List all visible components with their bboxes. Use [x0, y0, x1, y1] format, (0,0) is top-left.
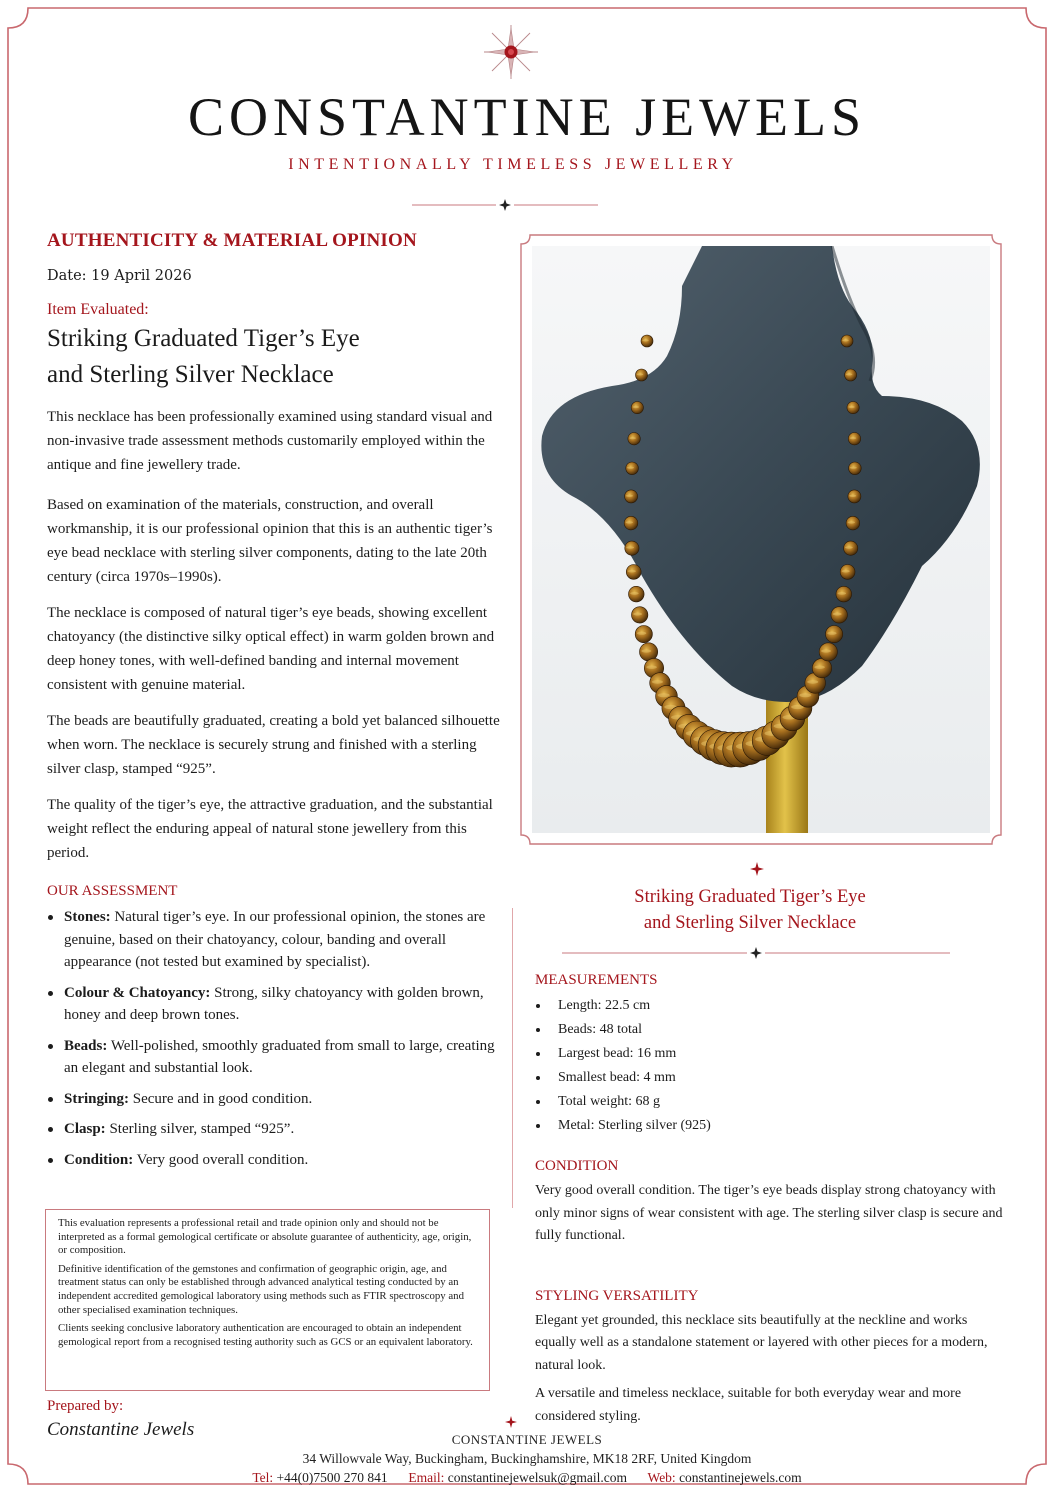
footer-company: CONSTANTINE JEWELS — [451, 1432, 603, 1447]
measurement-item: Length: 22.5 cm — [535, 994, 1005, 1018]
opinion-paragraph: The necklace is composed of natural tiger’s eye beads, showing excellent chatoyancy (the distinctive silky optical effect) in warm golden brown and deep honey tones, with well-defined banding and internal movement consistent with genuine material. — [47, 605, 495, 693]
caption-line: Striking Graduated Tiger’s Eye — [634, 887, 866, 907]
measurements-list — [535, 994, 1005, 1138]
styling-heading: STYLING VERSATILITY — [535, 1287, 699, 1304]
bead-sheen — [627, 467, 634, 469]
opinion-column — [47, 230, 502, 1179]
assessment-item — [47, 1149, 502, 1172]
tel-label: Tel: — [252, 1470, 274, 1485]
header-divider — [412, 198, 598, 212]
bead-sheen — [637, 373, 644, 375]
measurement-item: Beads: 48 total — [535, 1018, 1005, 1042]
assessment-item-text: Natural tiger’s eye. In our professional opinion, the stones are genuine, based on their chatoyancy, colour, banding and overall appearance (not tested but examined by specialist). — [64, 909, 486, 970]
web-label: Web: — [647, 1470, 676, 1485]
bead-sheen — [821, 649, 831, 652]
necklace-photo — [532, 246, 990, 833]
star-divider-icon — [499, 199, 511, 211]
bead-sheen — [842, 570, 850, 573]
opinion-heading: AUTHENTICITY & MATERIAL OPINION — [47, 230, 417, 251]
email-link[interactable]: constantinejewelsuk@gmail.com — [447, 1470, 628, 1485]
opinion-paragraph: This necklace has been professionally examined using standard visual and non-invasive trade assessment methods customarily employed within the antique and fine jewellery trade. — [47, 409, 493, 473]
bead-sheen — [641, 649, 651, 652]
disclaimer-paragraph: Clients seeking conclusive laboratory authentication are encouraged to obtain an independent gemological report from a recognised testing authority such as GCS or an equivalent laboratory. — [58, 1322, 473, 1348]
photo-caption — [560, 884, 940, 936]
bead-sheen — [850, 467, 857, 469]
star-divider-icon — [750, 862, 764, 876]
bead-sheen — [626, 521, 633, 523]
item-evaluated-label: Item Evaluated: — [47, 301, 149, 318]
bead-sheen — [642, 339, 649, 341]
item-title-line: Striking Graduated Tiger’s Eye — [47, 325, 360, 352]
bead-sheen — [646, 666, 657, 669]
bead-sheen — [838, 592, 847, 595]
assessment-item-text: Secure and in good condition. — [129, 1090, 313, 1107]
bead-sheen — [850, 437, 857, 439]
styling-paragraph: Elegant yet grounded, this necklace sits beautifully at the neckline and works equally well as a standalone statement or layered with other pieces for a modern, natural look. — [535, 1312, 988, 1373]
assessment-item-label: Stringing: — [64, 1090, 130, 1107]
assessment-list — [47, 906, 502, 1171]
caption-divider — [562, 946, 950, 960]
measurement-item: Total weight: 68 g — [535, 1090, 1005, 1114]
disclaimer-box — [45, 1209, 490, 1391]
assessment-item — [47, 1118, 502, 1141]
assessment-item-text: Very good overall condition. — [133, 1151, 309, 1168]
prepared-by-label: Prepared by: — [47, 1398, 124, 1414]
opinion-paragraph: Based on examination of the materials, construction, and overall workmanship, it is our professional opinion that this is an authentic tiger’s eye bead necklace with sterling silver components, dating to the late 20th century (circa 1970s–1990s). — [47, 497, 493, 585]
compass-star-emblem-icon — [484, 25, 538, 79]
bead-sheen — [637, 632, 646, 635]
item-title-line: and Sterling Silver Necklace — [47, 361, 334, 388]
bead-sheen — [633, 406, 640, 408]
disclaimer-paragraph: This evaluation represents a professional retail and trade opinion only and should not be interpreted as a formal gemological certificate or absolute guarantee of authenticity, age, origin, or composition. — [58, 1217, 472, 1257]
caption-line: and Sterling Silver Necklace — [643, 913, 857, 933]
measurement-item: Metal: Sterling silver (925) — [535, 1114, 1005, 1138]
opinion-date: Date: 19 April 2026 — [47, 268, 192, 284]
styling-paragraph: A versatile and timeless necklace, suitable for both everyday wear and more considered styling. — [535, 1386, 962, 1424]
measurement-item: Smallest bead: 4 mm — [535, 1066, 1005, 1090]
footer-contact — [0, 1470, 1054, 1486]
tel-value[interactable]: +44(0)7500 270 841 — [276, 1470, 388, 1485]
brand-name: CONSTANTINE JEWELS — [187, 87, 867, 147]
assessment-item-text: Well-polished, smoothly graduated from small to large, creating an elegant and substantial look. — [64, 1037, 495, 1076]
email-label: Email: — [408, 1470, 445, 1485]
assessment-item — [47, 906, 502, 974]
bead-sheen — [628, 570, 636, 573]
assessment-item-text: Sterling silver, stamped “925”. — [105, 1121, 295, 1137]
web-link[interactable]: constantinejewels.com — [679, 1470, 802, 1485]
assessment-heading: OUR ASSESSMENT — [47, 883, 178, 899]
assessment-item-label: Stones: — [64, 909, 111, 925]
bead-sheen — [652, 680, 663, 684]
assessment-item-text: Strong, silky chatoyancy with golden brown, honey and deep brown tones. — [64, 984, 484, 1023]
bead-sheen — [799, 693, 811, 697]
bead-sheen — [849, 495, 856, 497]
bead-sheen — [845, 546, 853, 549]
disclaimer-paragraph: Definitive identification of the gemstones and confirmation of geographic origin, age, and treatment status can only be established through advanced analytical testing conducted by an independent accredited gemological laboratory using methods such as FTIR spectroscopy and other specialised examination techniques. — [58, 1262, 464, 1316]
assessment-item-label: Clasp: — [64, 1121, 106, 1137]
bead-sheen — [658, 693, 670, 697]
assessment-item-label: Colour & Chatoyancy: — [64, 984, 211, 1001]
bead-sheen — [848, 406, 855, 408]
bead-sheen — [846, 373, 853, 375]
item-title — [47, 321, 502, 393]
footer — [0, 1432, 1054, 1486]
bead-sheen — [827, 632, 836, 635]
footer-address: 34 Willowvale Way, Buckingham, Buckinghamshire, MK18 2RF, United Kingdom — [302, 1451, 752, 1466]
bead-sheen — [848, 521, 855, 523]
assessment-item-label: Beads: — [64, 1037, 108, 1054]
footer-star-icon — [505, 1416, 517, 1428]
bead-sheen — [626, 495, 633, 497]
condition-text: Very good overall condition. The tiger’s eye beads display strong chatoyancy with only minor signs of wear consistent with age. The sterling silver clasp is secure and fully functional. — [535, 1183, 1003, 1243]
brand-tagline: INTENTIONALLY TIMELESS JEWELLERY — [288, 156, 738, 173]
bead-sheen — [814, 666, 825, 669]
column-divider — [512, 908, 513, 1208]
assessment-item — [47, 1035, 502, 1080]
opinion-paragraph: The beads are beautifully graduated, creating a bold yet balanced silhouette when worn. The necklace is securely strung and finished with a sterling silver clasp, stamped “925”. — [47, 713, 500, 777]
assessment-item — [47, 982, 502, 1027]
bead-sheen — [626, 546, 634, 549]
bead-sheen — [833, 613, 842, 616]
measurement-item: Largest bead: 16 mm — [535, 1042, 1005, 1066]
bead-sheen — [630, 592, 639, 595]
details-column — [535, 972, 1005, 1428]
bead-sheen — [807, 680, 818, 684]
bead-sheen — [629, 437, 636, 439]
signature: Constantine Jewels — [47, 1419, 195, 1440]
condition-heading: CONDITION — [535, 1158, 619, 1174]
opinion-paragraph: The quality of the tiger’s eye, the attractive graduation, and the substantial weight reflect the enduring appeal of natural stone jewellery from this period. — [47, 797, 493, 861]
assessment-item — [47, 1088, 502, 1111]
bead-sheen — [633, 613, 642, 616]
measurements-heading: MEASUREMENTS — [535, 972, 658, 988]
bead-sheen — [842, 339, 849, 341]
assessment-item-label: Condition: — [64, 1151, 134, 1168]
